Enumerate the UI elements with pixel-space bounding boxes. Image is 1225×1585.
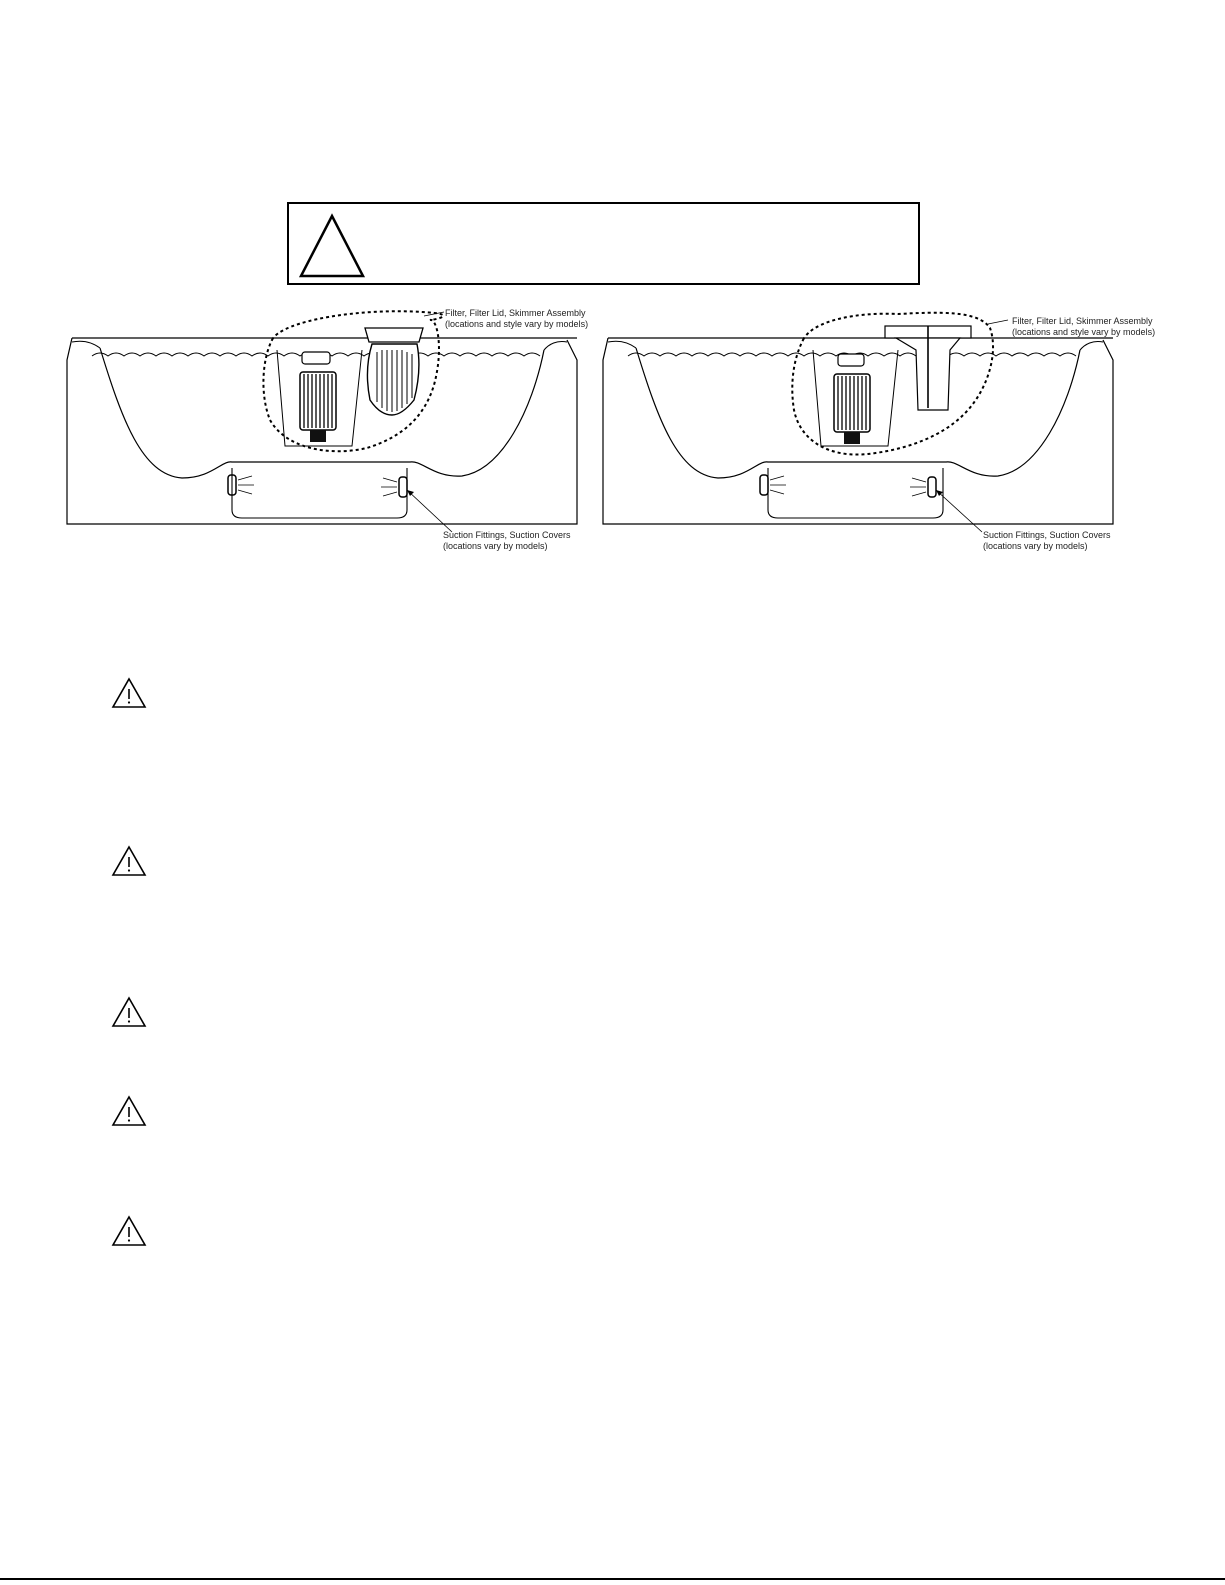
spa-diagram-left: [62, 300, 592, 550]
bottom-divider: [0, 1578, 1225, 1580]
filter-note: (locations and style vary by models): [1012, 327, 1156, 337]
filter-label: Filter, Filter Lid, Skimmer Assembly: [1012, 316, 1153, 326]
filter-callout-right: [1012, 316, 1155, 338]
warning-triangle-icon: [110, 995, 148, 1029]
warning-triangle-icon: [297, 212, 367, 282]
suction-callout-right: [983, 530, 1111, 552]
warning-triangle-icon: [110, 676, 148, 710]
suction-note: (locations vary by models): [983, 541, 1088, 551]
filter-note: (locations and style vary by models): [445, 319, 589, 329]
warning-banner: [287, 202, 920, 285]
warning-triangle-icon: [110, 844, 148, 878]
suction-note: (locations vary by models): [443, 541, 548, 551]
filter-label: Filter, Filter Lid, Skimmer Assembly: [445, 308, 586, 318]
suction-label: Suction Fittings, Suction Covers: [983, 530, 1111, 540]
warning-triangle-icon: [110, 1094, 148, 1128]
suction-label: Suction Fittings, Suction Covers: [443, 530, 571, 540]
suction-callout-left: [443, 530, 571, 552]
warning-triangle-icon: [110, 1214, 148, 1248]
filter-callout-left: [445, 308, 588, 330]
